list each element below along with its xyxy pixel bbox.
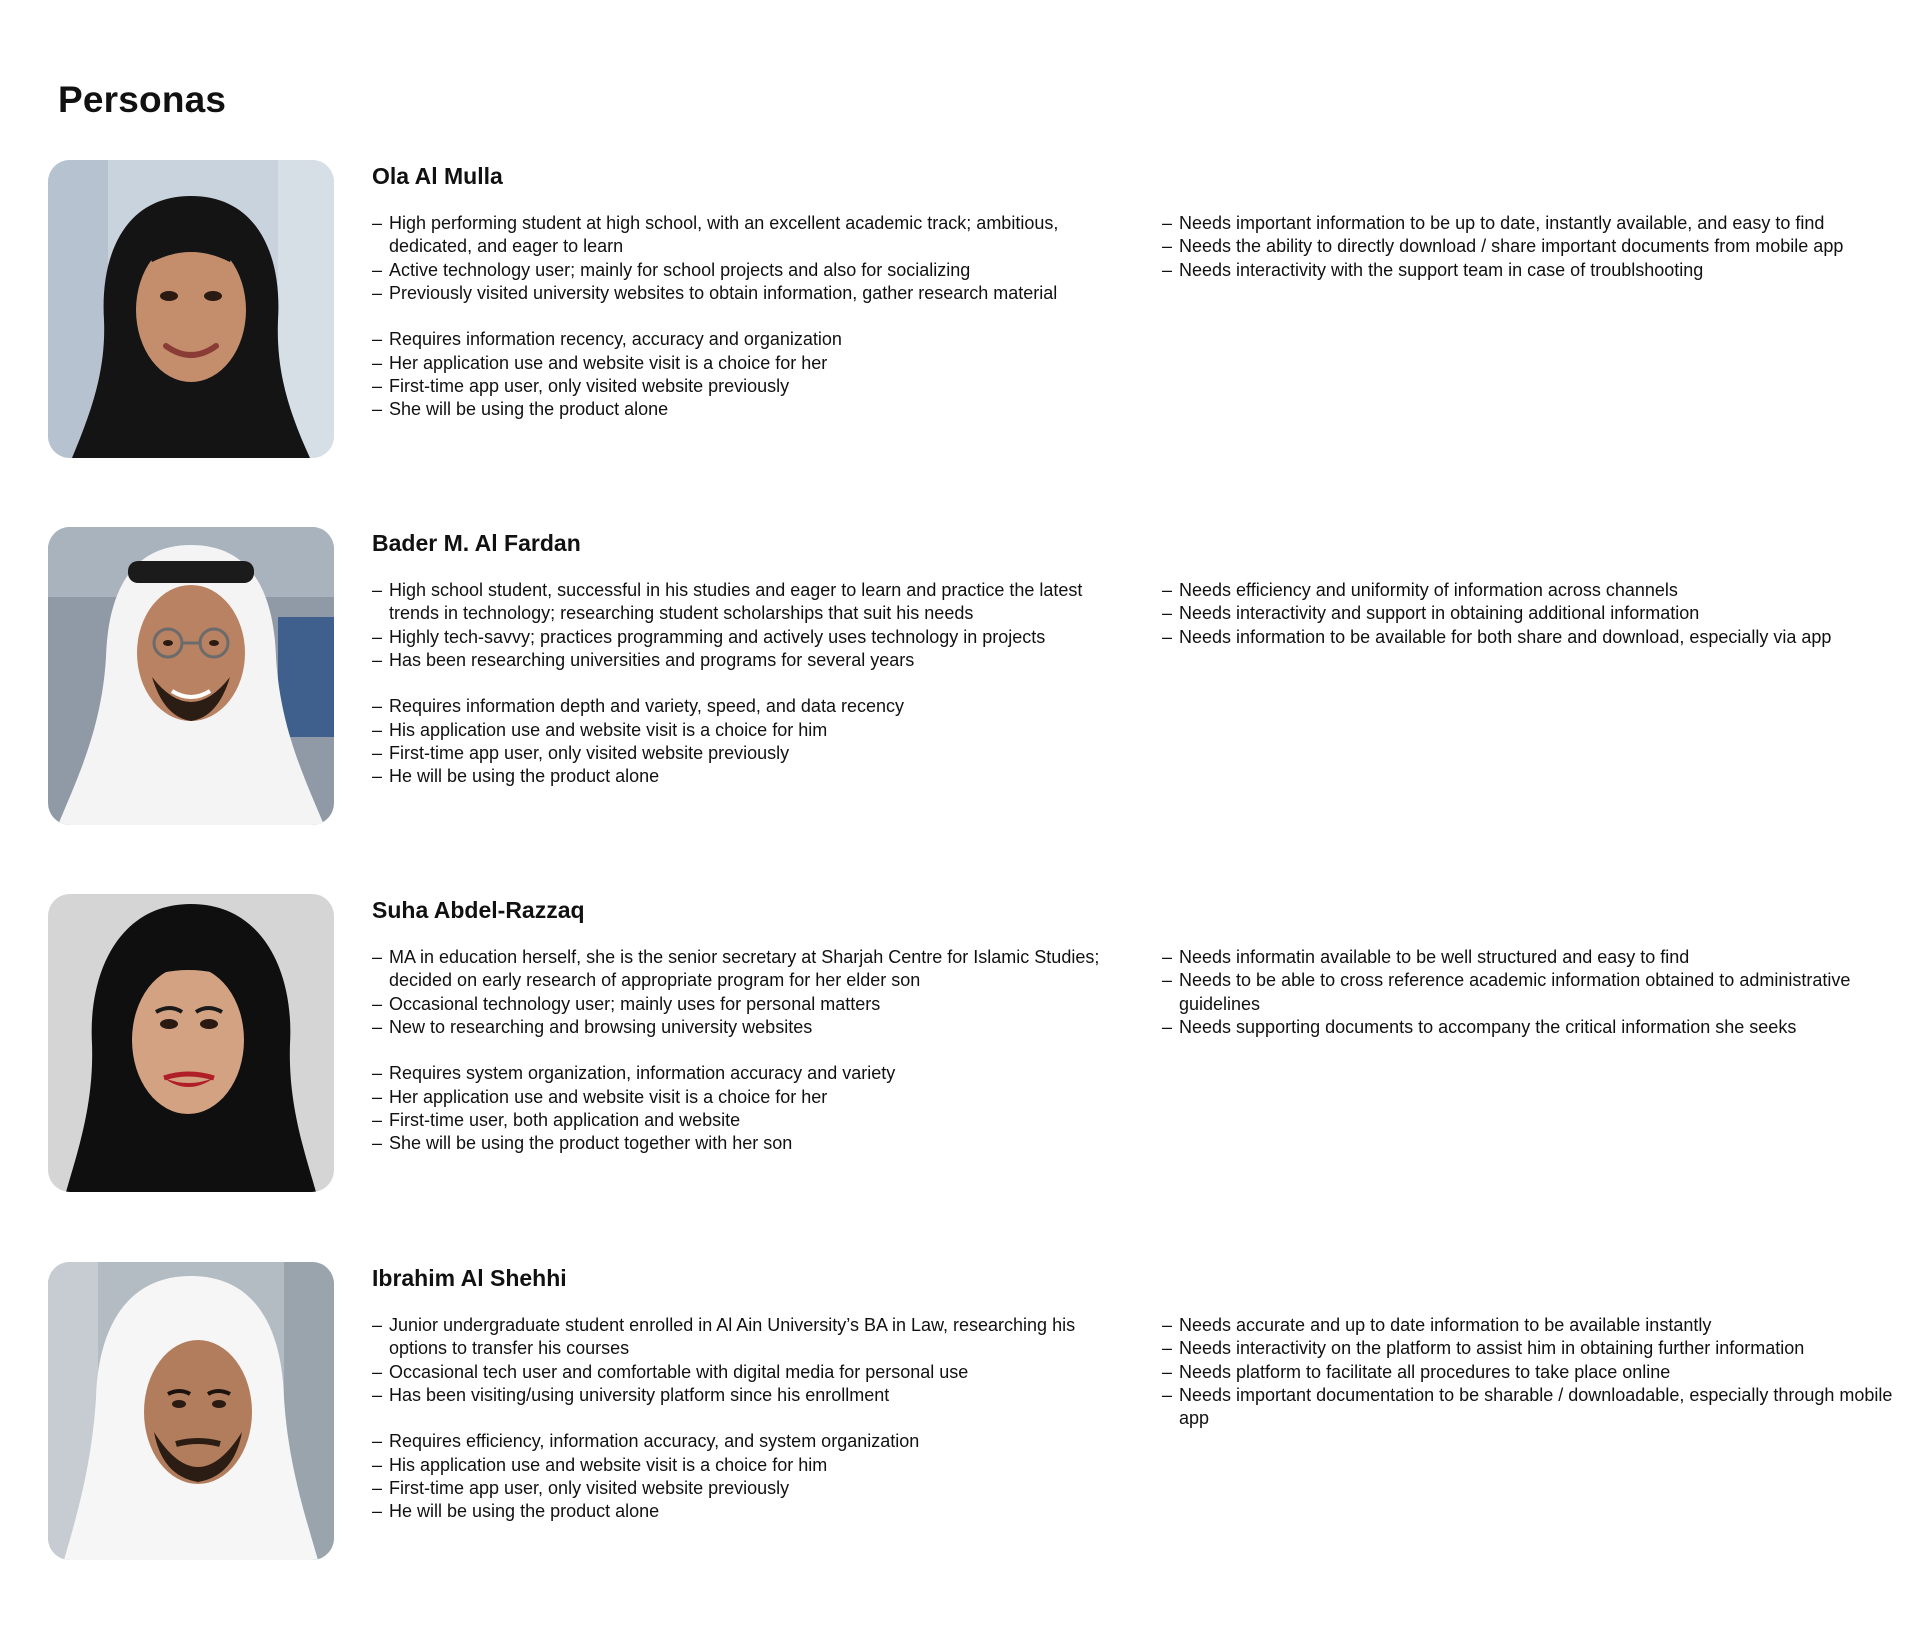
list-item: – Requires information recency, accuracy and organization (372, 328, 1112, 351)
list-item: – Junior undergraduate student enrolled in Al Ain University’s BA in Law, researching his options to transfer his courses (372, 1314, 1112, 1361)
list-item: – He will be using the product alone (372, 1500, 1112, 1523)
list-item: – Has been visiting/using university platform since his enrollment (372, 1384, 1112, 1407)
list-item: – Needs interactivity with the support team in case of troublshooting (1162, 259, 1902, 282)
portrait-illustration (48, 1262, 334, 1560)
list-item: – Needs platform to facilitate all procedures to take place online (1162, 1361, 1902, 1384)
persona-needs-list (1162, 1314, 1902, 1430)
list-item: – Occasional technology user; mainly uses for personal matters (372, 993, 1112, 1016)
list-item: – Needs important information to be up to date, instantly available, and easy to find (1162, 212, 1902, 235)
list-item: – High school student, successful in his studies and eager to learn and practice the latest trends in technology; researching student scholarships that suit his needs (372, 579, 1112, 626)
list-item: – Requires system organization, information accuracy and variety (372, 1062, 1112, 1085)
list-item: – Needs efficiency and uniformity of information across channels (1162, 579, 1902, 602)
persona-name: Ola Al Mulla (372, 163, 503, 189)
list-item: – New to researching and browsing university websites (372, 1016, 1112, 1039)
persona-needs-list (1162, 946, 1902, 1039)
persona-profile-list (372, 1314, 1112, 1524)
list-item: – MA in education herself, she is the senior secretary at Sharjah Centre for Islamic Studies; decided on early research of appropriate program for her elder son (372, 946, 1112, 993)
persona-photo (48, 160, 334, 458)
persona-photo (48, 894, 334, 1192)
persona-photo (48, 1262, 334, 1560)
list-item: – Needs important documentation to be sharable / downloadable, especially through mobile app (1162, 1384, 1902, 1431)
list-item: – Needs interactivity on the platform to assist him in obtaining further information (1162, 1337, 1902, 1360)
portrait-illustration (48, 160, 334, 458)
list-item: – First-time app user, only visited website previously (372, 742, 1112, 765)
list-item: – Active technology user; mainly for school projects and also for socializing (372, 259, 1112, 282)
persona-needs-list (1162, 579, 1902, 649)
persona-profile-list (372, 946, 1112, 1156)
list-item: – Needs accurate and up to date information to be available instantly (1162, 1314, 1902, 1337)
list-item: – Her application use and website visit is a choice for her (372, 352, 1112, 375)
list-item: – Needs interactivity and support in obtaining additional information (1162, 602, 1902, 625)
list-item: – Needs the ability to directly download / share important documents from mobile app (1162, 235, 1902, 258)
list-item: – Requires efficiency, information accuracy, and system organization (372, 1430, 1112, 1453)
persona-profile-list (372, 579, 1112, 789)
persona-card (0, 527, 1920, 827)
list-item: – Her application use and website visit is a choice for her (372, 1086, 1112, 1109)
persona-name: Ibrahim Al Shehhi (372, 1265, 567, 1291)
list-item: – Needs informatin available to be well structured and easy to find (1162, 946, 1902, 969)
persona-name: Suha Abdel-Razzaq (372, 897, 585, 923)
portrait-illustration (48, 527, 334, 825)
list-item: – Previously visited university websites to obtain information, gather research material (372, 282, 1112, 305)
list-item: – His application use and website visit is a choice for him (372, 719, 1112, 742)
persona-profile-list (372, 212, 1112, 422)
page-title: Personas (58, 79, 227, 120)
list-item: – First-time app user, only visited website previously (372, 1477, 1112, 1500)
list-item: – Highly tech-savvy; practices programming and actively uses technology in projects (372, 626, 1112, 649)
list-item: – Has been researching universities and programs for several years (372, 649, 1112, 672)
persona-needs-list (1162, 212, 1902, 282)
list-item: – First-time user, both application and website (372, 1109, 1112, 1132)
list-item: – First-time app user, only visited website previously (372, 375, 1112, 398)
list-item: – His application use and website visit is a choice for him (372, 1454, 1112, 1477)
list-item: – Needs supporting documents to accompany the critical information she seeks (1162, 1016, 1902, 1039)
list-item: – Occasional tech user and comfortable with digital media for personal use (372, 1361, 1112, 1384)
persona-name: Bader M. Al Fardan (372, 530, 581, 556)
list-item: – Needs to be able to cross reference academic information obtained to administrative guidelines (1162, 969, 1902, 1016)
persona-card (0, 894, 1920, 1194)
persona-photo (48, 527, 334, 825)
list-item: – She will be using the product alone (372, 398, 1112, 421)
list-item: – Needs information to be available for both share and download, especially via app (1162, 626, 1902, 649)
list-item: – High performing student at high school, with an excellent academic track; ambitious, dedicated, and eager to learn (372, 212, 1112, 259)
list-item: – Requires information depth and variety, speed, and data recency (372, 695, 1112, 718)
persona-card (0, 1262, 1920, 1562)
list-item: – She will be using the product together with her son (372, 1132, 1112, 1155)
persona-card (0, 160, 1920, 460)
portrait-illustration (48, 894, 334, 1192)
list-item: – He will be using the product alone (372, 765, 1112, 788)
